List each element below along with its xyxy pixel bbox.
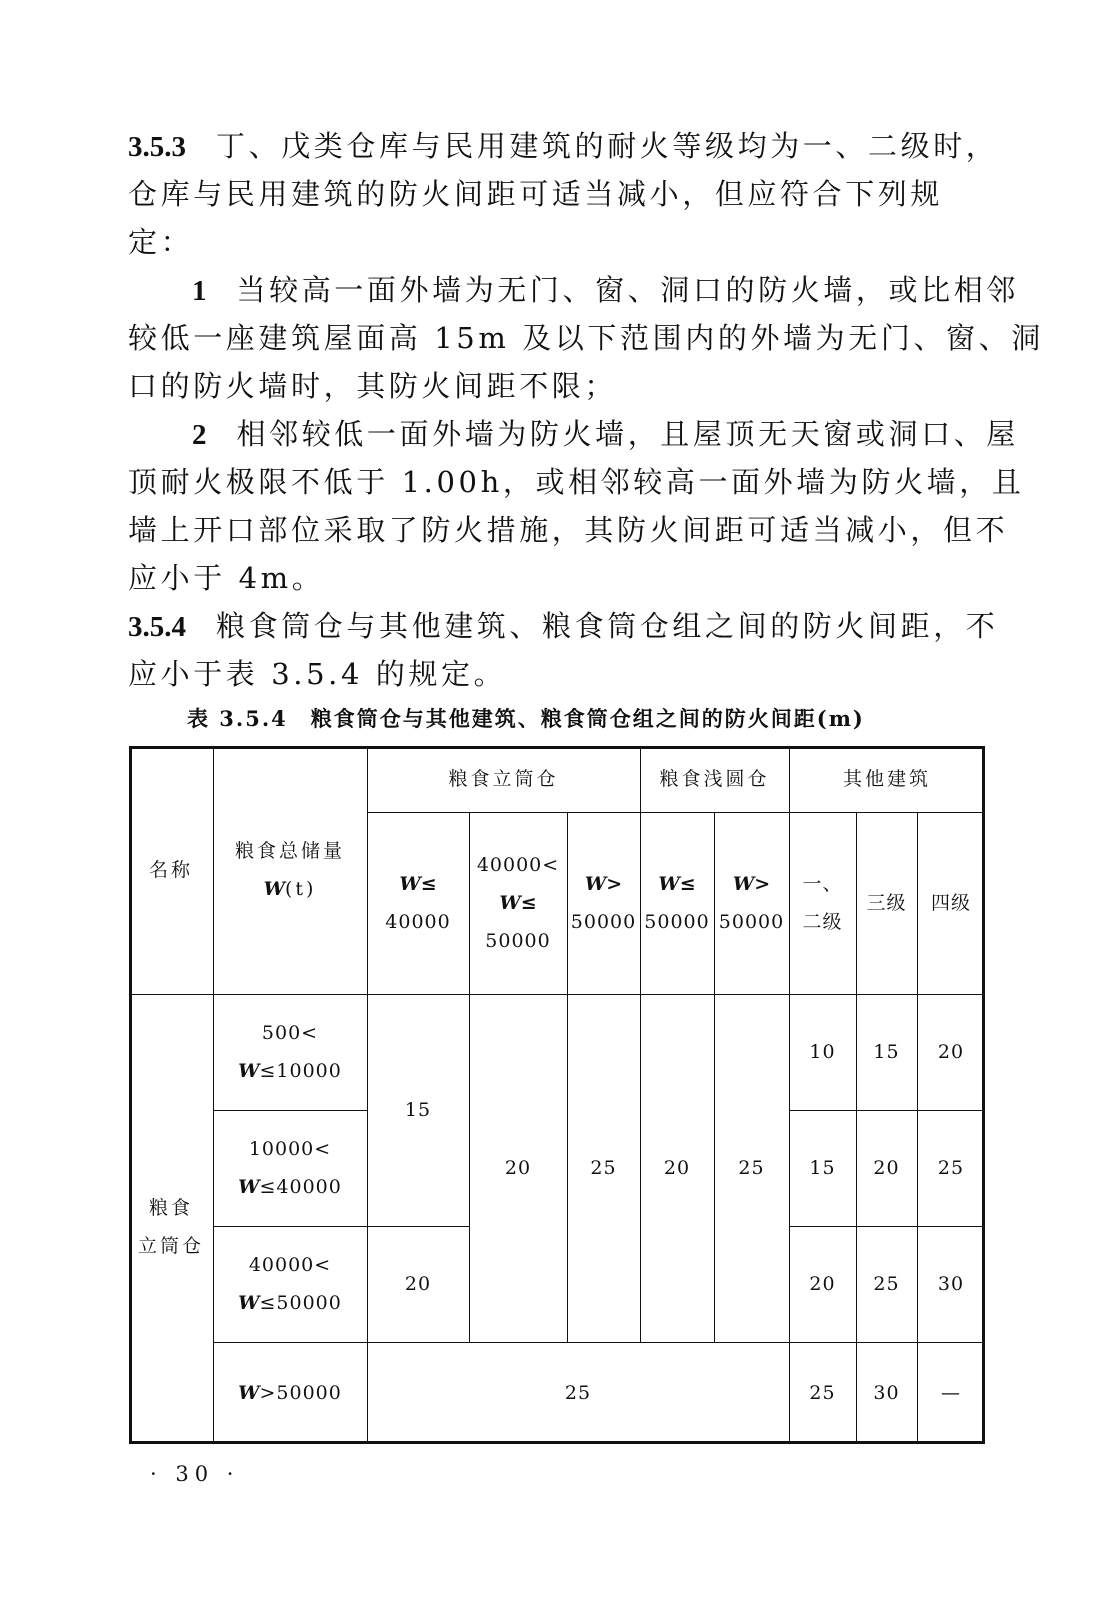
grid-line xyxy=(789,746,790,1444)
cell-r3-g4: 30 xyxy=(937,1273,965,1295)
clause-3-5-3-line-2: 仓库与民用建筑的防火间距可适当减小，但应符合下列规 xyxy=(128,177,944,211)
item-number: 2 xyxy=(192,419,207,451)
cond: W≤ xyxy=(399,873,437,895)
val: 50000 xyxy=(718,911,785,933)
item-number: 1 xyxy=(192,275,207,307)
header-group-shallow-silo: 粮食浅圆仓 xyxy=(659,768,770,790)
grid-line xyxy=(789,1226,985,1227)
row-group-name xyxy=(129,994,213,1444)
cell-r2-g3: 20 xyxy=(873,1157,900,1179)
row-3-range xyxy=(213,1226,367,1342)
w: W xyxy=(238,1060,260,1082)
grade-b: 二级 xyxy=(802,911,843,933)
cell-r2-g4: 25 xyxy=(937,1157,965,1179)
unit: (t) xyxy=(284,878,317,900)
cond: W> xyxy=(732,873,771,895)
cond: W≤ xyxy=(658,873,696,895)
header-storage xyxy=(213,746,367,994)
grid-line xyxy=(129,994,985,995)
item-1-line-2: 较低一座建筑屋面高 15m 及以下范围内的外墙为无门、窗、洞 xyxy=(128,321,1044,355)
grid-line xyxy=(213,1226,469,1227)
cell-v1-rows-1-2: 15 xyxy=(404,1099,432,1121)
header-grade-1-2 xyxy=(789,812,856,994)
item-2-line-1 xyxy=(192,416,1019,453)
b: ≤10000 xyxy=(259,1060,342,1082)
grid-line xyxy=(789,1110,985,1111)
header-storage-unit xyxy=(264,870,317,908)
val: 50000 xyxy=(485,930,551,952)
grid-line xyxy=(213,746,214,1444)
grid-line xyxy=(469,812,470,1342)
header-v3 xyxy=(567,812,640,994)
range-a: 40000< xyxy=(248,1254,332,1276)
w: W xyxy=(238,1382,260,1404)
header-s2 xyxy=(714,812,789,994)
range-b xyxy=(238,1052,342,1090)
range-b xyxy=(238,1168,342,1206)
item-2-line-2: 顶耐火极限不低于 1.00h，或相邻较高一面外墙为防火墙，且 xyxy=(128,465,1025,499)
row-group-name-2: 立筒仓 xyxy=(137,1235,204,1257)
clause-3-5-4-line-2: 应小于表 3.5.4 的规定。 xyxy=(128,657,507,691)
row-group-name-1: 粮食 xyxy=(148,1197,193,1219)
grid-line xyxy=(213,1110,367,1111)
row-2-range xyxy=(213,1110,367,1226)
item-1-line-3: 口的防火墙时，其防火间距不限； xyxy=(128,369,618,403)
grid-line xyxy=(213,1342,985,1343)
grid-line xyxy=(367,746,368,1444)
cell-r4-g12: 25 xyxy=(809,1382,836,1404)
w: W xyxy=(238,1176,260,1198)
header-group-other-buildings: 其他建筑 xyxy=(842,768,931,790)
b: >50000 xyxy=(259,1382,342,1404)
grid-line xyxy=(856,812,857,1444)
cell-v1-row-3: 20 xyxy=(404,1273,432,1295)
cond-pre: 40000< xyxy=(476,854,560,876)
fire-distance-table xyxy=(129,746,985,1444)
clause-3-5-3-line-1 xyxy=(128,128,998,165)
cell-r1-g4: 20 xyxy=(937,1041,965,1063)
cell-r2-g12: 15 xyxy=(809,1157,836,1179)
cell-r4-g3: 30 xyxy=(873,1382,900,1404)
cell-v3-rows-1-3: 25 xyxy=(590,1157,617,1179)
cell-s2-rows-1-3: 25 xyxy=(738,1157,765,1179)
text: 相邻较低一面外墙为防火墙，且屋顶无天窗或洞口、屋 xyxy=(236,417,1019,451)
clause-number: 3.5.4 xyxy=(128,611,186,643)
grid-line xyxy=(567,812,568,1342)
val: 50000 xyxy=(644,911,710,933)
item-2-line-4: 应小于 4m。 xyxy=(128,561,325,595)
clause-3-5-4-line-1 xyxy=(128,608,998,645)
range-a: 10000< xyxy=(248,1138,332,1160)
grid-line xyxy=(714,812,715,1342)
grid-line xyxy=(640,746,641,1342)
header-name: 名称 xyxy=(148,859,193,881)
header-grade-3: 三级 xyxy=(866,892,907,914)
clause-number: 3.5.3 xyxy=(128,131,186,163)
header-v2 xyxy=(469,812,567,994)
text: 丁、戊类仓库与民用建筑的耐火等级均为一、二级时， xyxy=(216,129,999,163)
header-v1 xyxy=(367,812,469,994)
cell-r4-g4: — xyxy=(941,1382,961,1404)
cell-row-4-silos: 25 xyxy=(564,1382,592,1404)
item-1-line-1 xyxy=(192,272,1019,309)
cell-v2-rows-1-3: 20 xyxy=(504,1157,532,1179)
cell-r3-g3: 25 xyxy=(873,1273,900,1295)
row-4-range xyxy=(213,1342,367,1444)
val: 40000 xyxy=(385,911,451,933)
range-b xyxy=(238,1284,342,1322)
header-storage-label: 粮食总储量 xyxy=(234,840,345,862)
w-symbol: W xyxy=(263,878,285,900)
text: 当较高一面外墙为无门、窗、洞口的防火墙，或比相邻 xyxy=(236,273,1019,307)
cell-r1-g12: 10 xyxy=(809,1041,836,1063)
row-1-range xyxy=(213,994,367,1110)
caption-text: 表 3.5.4 粮食筒仓与其他建筑、粮食筒仓组之间的防火间距(m) xyxy=(187,706,865,731)
page-number: · 30 · xyxy=(150,1462,240,1486)
header-grade-4: 四级 xyxy=(930,892,971,914)
w: W xyxy=(238,1292,260,1314)
cond: W≤ xyxy=(499,892,537,914)
text: 粮食筒仓与其他建筑、粮食筒仓组之间的防火间距，不 xyxy=(216,609,999,643)
cell-s1-rows-1-3: 20 xyxy=(663,1157,691,1179)
clause-3-5-3-line-3: 定： xyxy=(128,225,194,259)
cell-r3-g12: 20 xyxy=(809,1273,836,1295)
val: 50000 xyxy=(570,911,637,933)
header-s1 xyxy=(640,812,714,994)
grade-a: 一、 xyxy=(802,873,843,895)
range-a: 500< xyxy=(261,1022,319,1044)
cell-r1-g3: 15 xyxy=(873,1041,900,1063)
cond: W> xyxy=(584,873,623,895)
b: ≤50000 xyxy=(259,1292,342,1314)
b: ≤40000 xyxy=(259,1176,342,1198)
header-group-vertical-silo: 粮食立筒仓 xyxy=(448,768,559,790)
grid-line xyxy=(917,812,918,1444)
grid-line xyxy=(367,812,985,813)
item-2-line-3: 墙上开口部位采取了防火措施，其防火间距可适当减小，但不 xyxy=(128,513,1009,547)
